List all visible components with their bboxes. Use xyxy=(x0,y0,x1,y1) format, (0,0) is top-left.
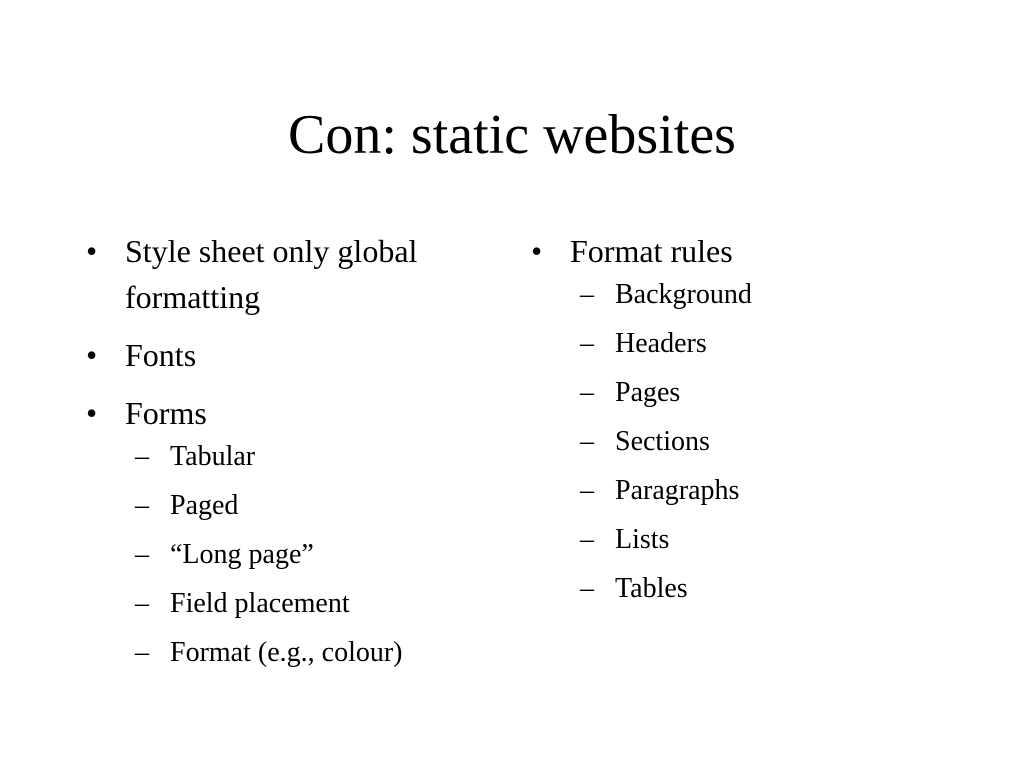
sub-bullet-item xyxy=(125,585,506,622)
sub-bullet-text: Field placement xyxy=(170,588,350,619)
sub-bullet-item xyxy=(125,438,506,475)
sub-bullet-item xyxy=(570,521,951,558)
dash-icon: – xyxy=(580,573,594,604)
sub-bullet-list xyxy=(125,438,506,671)
dash-icon: – xyxy=(580,279,594,310)
sub-bullet-text: Paged xyxy=(170,490,239,521)
bullet-list xyxy=(86,228,506,671)
bullet-item xyxy=(86,332,506,378)
bullet-icon: • xyxy=(86,337,98,373)
dash-icon: – xyxy=(135,441,149,472)
sub-bullet-text: Lists xyxy=(615,524,670,555)
sub-bullet-item xyxy=(570,570,951,607)
dash-icon: – xyxy=(135,490,149,521)
sub-bullet-text: Headers xyxy=(615,328,707,359)
sub-bullet-item xyxy=(570,374,951,411)
sub-bullet-item xyxy=(125,487,506,524)
sub-bullet-text: Tables xyxy=(615,573,688,604)
bullet-text: Style sheet only global formatting xyxy=(125,233,418,315)
sub-bullet-text: Format (e.g., colour) xyxy=(170,637,403,668)
sub-bullet-text: Pages xyxy=(615,377,681,408)
dash-icon: – xyxy=(580,377,594,408)
bullet-text: Fonts xyxy=(125,337,197,373)
bullet-icon: • xyxy=(86,395,98,431)
sub-bullet-list xyxy=(570,276,951,607)
bullet-text: Forms xyxy=(125,395,207,431)
dash-icon: – xyxy=(135,588,149,619)
sub-bullet-item xyxy=(570,276,951,313)
sub-bullet-item xyxy=(125,634,506,671)
slide-title: Con: static websites xyxy=(288,104,736,166)
bullet-item xyxy=(531,228,951,607)
bullet-icon: • xyxy=(531,233,543,269)
dash-icon: – xyxy=(580,524,594,555)
bullet-icon: • xyxy=(86,233,98,269)
sub-bullet-item xyxy=(570,423,951,460)
sub-bullet-text: Background xyxy=(615,279,752,310)
sub-bullet-text: Sections xyxy=(615,426,710,457)
right-column xyxy=(531,228,951,619)
bullet-text: Format rules xyxy=(570,233,733,269)
bullet-list xyxy=(531,228,951,607)
sub-bullet-text: “Long page” xyxy=(170,539,314,570)
sub-bullet-text: Tabular xyxy=(170,441,256,472)
sub-bullet-item xyxy=(125,536,506,573)
bullet-item xyxy=(86,390,506,671)
dash-icon: – xyxy=(135,539,149,570)
sub-bullet-item xyxy=(570,325,951,362)
dash-icon: – xyxy=(580,475,594,506)
sub-bullet-text: Paragraphs xyxy=(615,475,740,506)
dash-icon: – xyxy=(580,328,594,359)
bullet-item xyxy=(86,228,506,320)
dash-icon: – xyxy=(580,426,594,457)
left-column xyxy=(86,228,506,683)
sub-bullet-item xyxy=(570,472,951,509)
dash-icon: – xyxy=(135,637,149,668)
